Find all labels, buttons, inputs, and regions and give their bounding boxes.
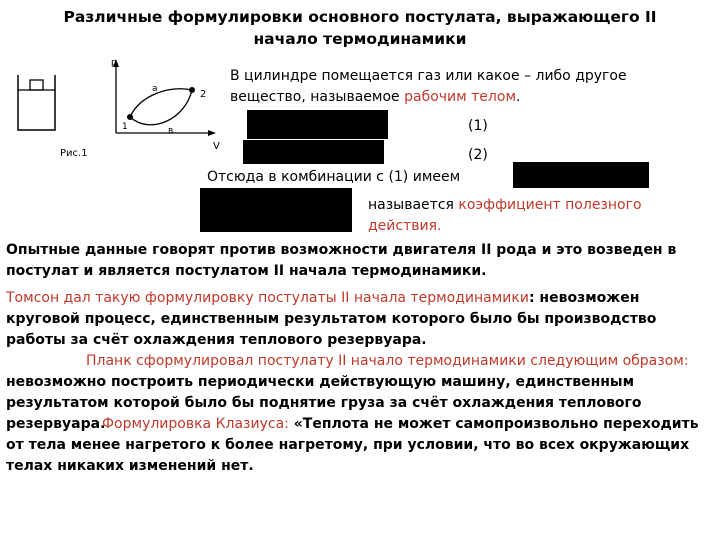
paragraph-thomson — [6, 288, 714, 351]
combination-text: Отсюда в комбинации с (1) имеем — [207, 169, 461, 185]
formula-1-redacted — [247, 110, 388, 139]
efficiency-term: коэффициент полезного — [458, 197, 642, 213]
thomson-highlight: Томсон дал такую формулировку постулаты II начала термодинамики — [6, 290, 529, 306]
planck-highlight: Планк сформулировал постулату II начало термодинамики следующим образом: — [86, 353, 689, 369]
clausius-text: «Теплота не может самопроизвольно переходить от тела менее нагретого к более нагретому, при условии, что во всех окружающих телах никаких изменений нет. — [6, 416, 699, 474]
efficiency-prefix: называется — [368, 197, 459, 213]
equation-number-1: (1) — [468, 118, 488, 134]
cycle-lower-curve — [130, 90, 192, 125]
paragraph-experimental: Опытные данные говорят против возможности двигателя II рода и это возведен в постулат и является постулатом II начала термодинамики. — [6, 242, 677, 279]
curve-a-label: a — [152, 84, 158, 94]
pv-diagram-figure — [0, 55, 240, 175]
working-body-term: рабочим телом — [404, 89, 516, 105]
axis-v-label: V — [213, 141, 220, 152]
slide-title: Различные формулировки основного постулата, выражающего II начало термодинамики — [63, 8, 657, 48]
thomson-text: : невозможен круговой процесс, единственным результатом которого было бы производство работы за счёт охлаждения теплового резервуара. — [6, 290, 657, 348]
point-2-label: 2 — [200, 89, 207, 100]
efficiency-text — [368, 195, 688, 237]
planck-text: невозможно построить периодически действующую машину, единственным результатом которой было бы поднятие груза за счёт охлаждения теплового резервуара. — [6, 374, 642, 432]
clausius-highlight: Формулировка Клазиуса: — [102, 416, 289, 432]
equation-number-2: (2) — [468, 147, 488, 163]
formula-2-redacted — [243, 140, 384, 164]
intro-text — [230, 66, 670, 108]
formula-4-redacted — [200, 188, 352, 232]
point-2-marker — [189, 87, 195, 93]
axis-p-label: p — [111, 58, 117, 68]
cycle-upper-curve — [130, 89, 192, 117]
figure-caption: Рис.1 — [60, 148, 88, 159]
efficiency-line2: действия. — [368, 218, 442, 234]
formula-3-redacted — [513, 162, 649, 188]
point-1-marker — [127, 114, 133, 120]
cylinder-icon — [18, 75, 55, 130]
curve-b-label: в — [168, 126, 174, 136]
intro-suffix: . — [516, 89, 521, 105]
point-1-label: 1 — [122, 122, 128, 132]
paragraph-clausius — [6, 414, 714, 477]
intro-prefix: В цилиндре помещается газ или какое – либо другое вещество, называемое — [230, 68, 627, 105]
